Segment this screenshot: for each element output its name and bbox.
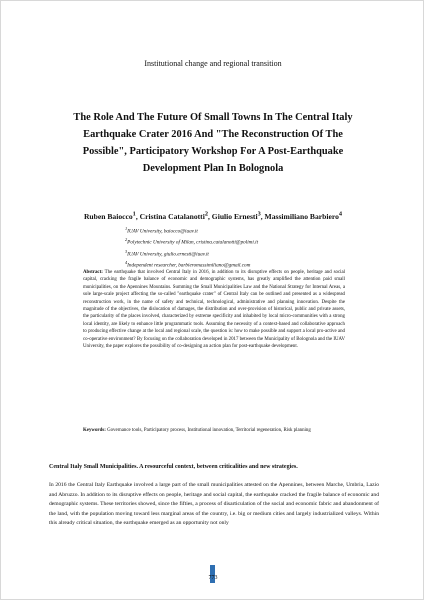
author: Cristina Catalanotti$^2$,	[139, 210, 212, 221]
paper-title: The Role And The Future Of Small Towns In The Central Italy Earthquake Crater 2016 And "The Reconstruction Of The Possible", Participatory Workshop For A Post-Earthquake Development Plan In Bolognola	[73, 112, 353, 174]
author: Massimiliano Barbiero$^4$	[264, 210, 343, 221]
abstract	[83, 269, 345, 350]
affiliation: $^4$Independent researcher, barbieromassimiliano@gmail.com	[125, 259, 251, 269]
section-heading: Central Italy Small Municipalities. A resourceful context, between criticalities and new strategies.	[49, 464, 298, 470]
page-number: 773	[208, 575, 218, 581]
keywords-text: Governance tools, Participatory process, Institutional innovation, Territorial regeneration, Risk planning	[107, 428, 311, 433]
abstract-text: The earthquake that involved Central Italy in 2016, in addition to its disruptive effects on people, heritage and social capital, cracking the fragile balance of economic and demographic systems, has greatly amplified the attention paid small municipalities, on the Apennines Mountains. Summing the Small Municipalities Law and the National Strategy for Internal Areas, a sole large-scale project affecting the so-called "earthquake crater" of Central Italy can be outlined and presented as a widespread reconstruction work, in the name of safety and technical, technological, administrative and planning innovation. Despite the magnitude of the objectives, the dislocation of damages, the distribution and over-provision of historical, public and private assets, the particularity of the places involved, characterized by extreme specificity and inhabited by local micro-communities with a strong local identity, are likely to enhance little programmatic tools. Assuming the necessity of a context-based and collaborative approach to producing effective change at the local and regional scale, the question is: how to make possible and support a local pro-active and co-operative environment? By focusing on the collaboration developed in 2017 between the Municipality of Bolognola and the IUAV University, the paper explores the possibility of co-designing an action plan for post-earthquake development.	[83, 270, 345, 350]
running-header: Institutional change and regional transition	[144, 59, 282, 68]
affiliation: $^1$IUAV University, baiocco@iuav.it	[125, 226, 198, 235]
abstract-label: Abstract:	[83, 270, 103, 275]
author: Giulio Ernesti$^3$,	[211, 210, 265, 221]
keywords	[83, 427, 345, 434]
affiliation: $^3$IUAV University, giulio.ernesti@iuav.it	[125, 248, 209, 258]
keywords-label: Keywords:	[83, 428, 106, 433]
affiliations	[125, 225, 355, 270]
affiliation: $^2$Polytechnic University of Milan, cristina.catalanotti@polimi.it	[125, 237, 259, 247]
author-line	[21, 210, 405, 221]
body-paragraph: In 2016 the Central Italy Earthquake involved a large part of the small municipalities attested on the Apennines, between Marche, Umbria, Lazio and Abruzzo. In addition to its disruptive effects on people, heritage and social capital, the earthquake cracked the fragile balance of economic and demographic systems. These territories showed, since the fifties, a process of disarticulation of the social and economic fabric and abandonment of the land, with the population moving toward less marginal areas of the country, i.e. big or medium cities and largely industrialized valleys. Within this already critical situation, the earthquake emerged as an opportunity not only	[49, 482, 379, 526]
author: Ruben Baiocco$^1$,	[83, 210, 140, 221]
